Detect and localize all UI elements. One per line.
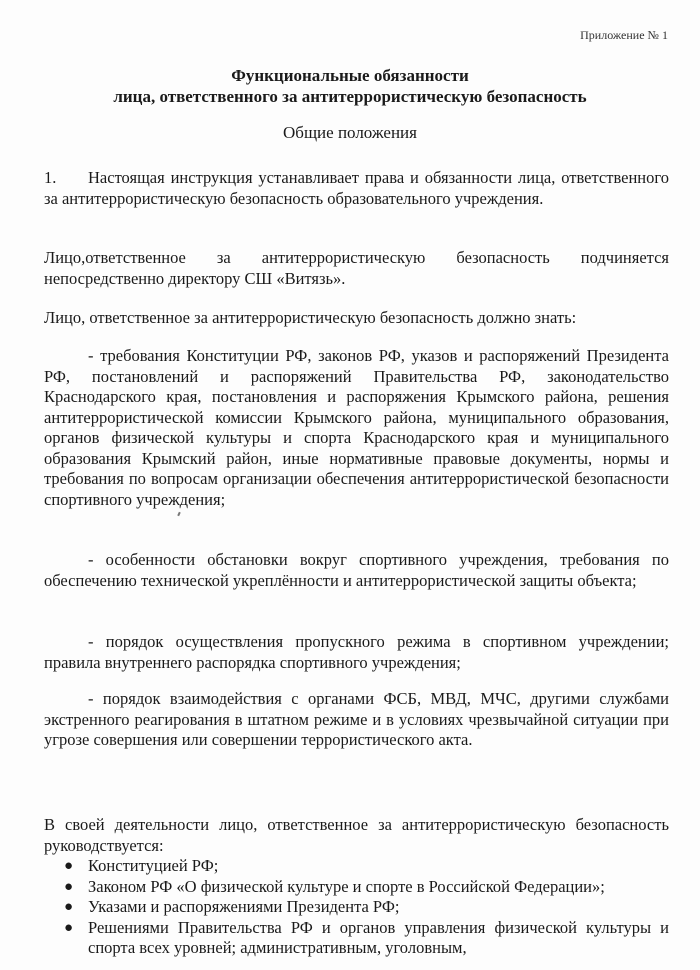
requirement-item-environment: - особенности обстановки вокруг спортивного учреждения, требования по обеспечению технической укреплённости и антитеррористической защиты объекта;	[44, 550, 669, 590]
paragraph-number: 1.	[44, 168, 57, 187]
appendix-label: Приложение № 1	[580, 28, 668, 42]
title-line-1: Функциональные обязанности	[231, 66, 469, 85]
list-item: ● Законом РФ «О физической культуре и спорте в Российской Федерации»;	[64, 876, 605, 896]
guidance-list	[62, 856, 669, 959]
requirement-item-access-control: - порядок осуществления пропускного режима в спортивном учреждении; правила внутреннего распорядка спортивного учреждения;	[44, 632, 669, 672]
requirement-item-interaction: - порядок взаимодействия с органами ФСБ, МВД, МЧС, другими службами экстренного реагирования в штатном режиме и в условиях чрезвычайной ситуации при угрозе совершения или совершении террористического акта.	[44, 689, 669, 749]
section-title: Общие положения	[283, 123, 417, 142]
list-item: ● Конституцией РФ;	[64, 856, 219, 875]
scan-speck	[177, 512, 181, 516]
title-line-2: лица, ответственного за антитеррористическую безопасность	[113, 87, 587, 106]
paragraph-1-text: Настоящая инструкция устанавливает права и обязанности лица, ответственного за антитеррористическую безопасность образовательного учреждения.	[44, 168, 669, 208]
paragraph-1	[44, 168, 669, 209]
bullet-icon: ●	[64, 919, 74, 936]
paragraph-3: Лицо, ответственное за антитеррористическую безопасность должно знать:	[44, 308, 577, 327]
list-item: ● Решениями Правительства РФ и органов управления физической культуры и спорта всех уровней; административным, уголовным,	[64, 917, 669, 957]
paragraph-guidance: В своей деятельности лицо, ответственное за антитеррористическую безопасность руководствуется:	[44, 815, 669, 855]
requirement-item-laws: - требования Конституции РФ, законов РФ, указов и распоряжений Президента РФ, постановлений и распоряжений Правительства РФ, законодательство Краснодарского края, постановления и распоряжения Крымского района, решения антитеррористической комиссии Крымского района, муниципального образования, органов физической культуры и спорта Краснодарского края и муниципального образования Крымский район, иные нормативные правовые документы, нормы и требования по вопросам организации обеспечения антитеррористической безопасности спортивного учреждения;	[44, 346, 669, 509]
paragraph-2: Лицо,ответственное за антитеррористическую безопасность подчиняется непосредственно директору СШ «Витязь».	[44, 248, 669, 288]
bullet-icon: ●	[64, 858, 74, 874]
document-title	[0, 65, 700, 107]
bullet-icon: ●	[64, 899, 74, 915]
list-item: ● Указами и распоряжениями Президента РФ;	[64, 897, 400, 916]
bullet-icon: ●	[64, 878, 74, 895]
